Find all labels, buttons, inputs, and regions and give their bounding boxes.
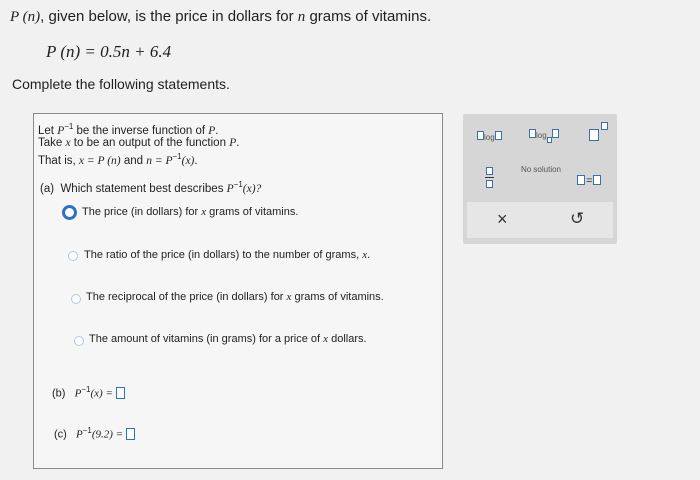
part-c-label: (c) [54,428,67,441]
box-icon [477,131,484,140]
instruction-text: Complete the following statements. [12,76,230,92]
intro-text: , given below, is the price in dollars for [40,8,298,25]
part-b: (b) $P^{-1}(x)$ = [52,385,125,400]
definition-line-3: That is, x = P (n) and $n = P^{-1}(x)$. [38,152,198,167]
clear-icon[interactable]: × [497,209,508,229]
option-1-label[interactable]: The price (in dollars) for x grams of vitamins. [82,206,299,218]
intro-variable: n [297,9,306,25]
function-formula: P (n) = 0.5n + 6.4 [46,42,172,61]
box-icon [577,175,585,185]
denominator-box-icon [486,180,493,188]
math-toolbar [463,114,617,244]
log-button[interactable]: log [477,127,502,145]
part-b-label: (b) [52,387,66,400]
option-4-radio[interactable] [74,336,84,346]
option-2-label[interactable]: The ratio of the price (in dollars) to the number of grams, x. [84,249,371,261]
question-box [33,113,443,469]
log-base-button[interactable]: log [529,125,559,143]
no-solution-button[interactable]: No solution [520,165,562,174]
box-icon [495,131,502,140]
option-2-radio[interactable] [68,251,78,261]
box-icon [552,129,559,138]
numerator-box-icon [486,167,493,175]
function-name: P (n) [10,9,41,25]
definition-line-2: Take x to be an output of the function P. [38,137,240,149]
part-c: (c) $P^{-1}(9.2)$ = [54,426,135,441]
box-icon [529,129,536,138]
superscript-box-icon [601,122,608,130]
fraction-button[interactable] [485,167,495,189]
option-3-label[interactable]: The reciprocal of the price (in dollars) for x grams of vitamins. [86,291,384,303]
intro-text-end: grams of vitamins. [305,8,432,25]
definition-line-1: Let $P^{-1}$ be the inverse function of P. [38,122,219,137]
part-a-prompt: (a) Which statement best describes $P^{-1}(x)$? [40,180,262,195]
option-1-radio[interactable] [62,205,77,220]
undo-icon[interactable]: ↺ [570,209,585,228]
toolbar-action-bar [467,202,613,238]
fraction-bar [485,177,494,178]
part-a-label: (a) [40,182,55,195]
part-b-answer-box[interactable] [116,387,125,399]
base-box-icon [589,129,599,141]
box-icon [593,175,601,185]
part-c-answer-box[interactable] [126,428,135,440]
equation-button[interactable]: = [577,171,601,189]
option-3-radio[interactable] [71,294,81,304]
exponent-button[interactable] [589,122,611,140]
problem-statement [10,8,431,26]
option-4-label[interactable]: The amount of vitamins (in grams) for a price of x dollars. [89,333,367,345]
